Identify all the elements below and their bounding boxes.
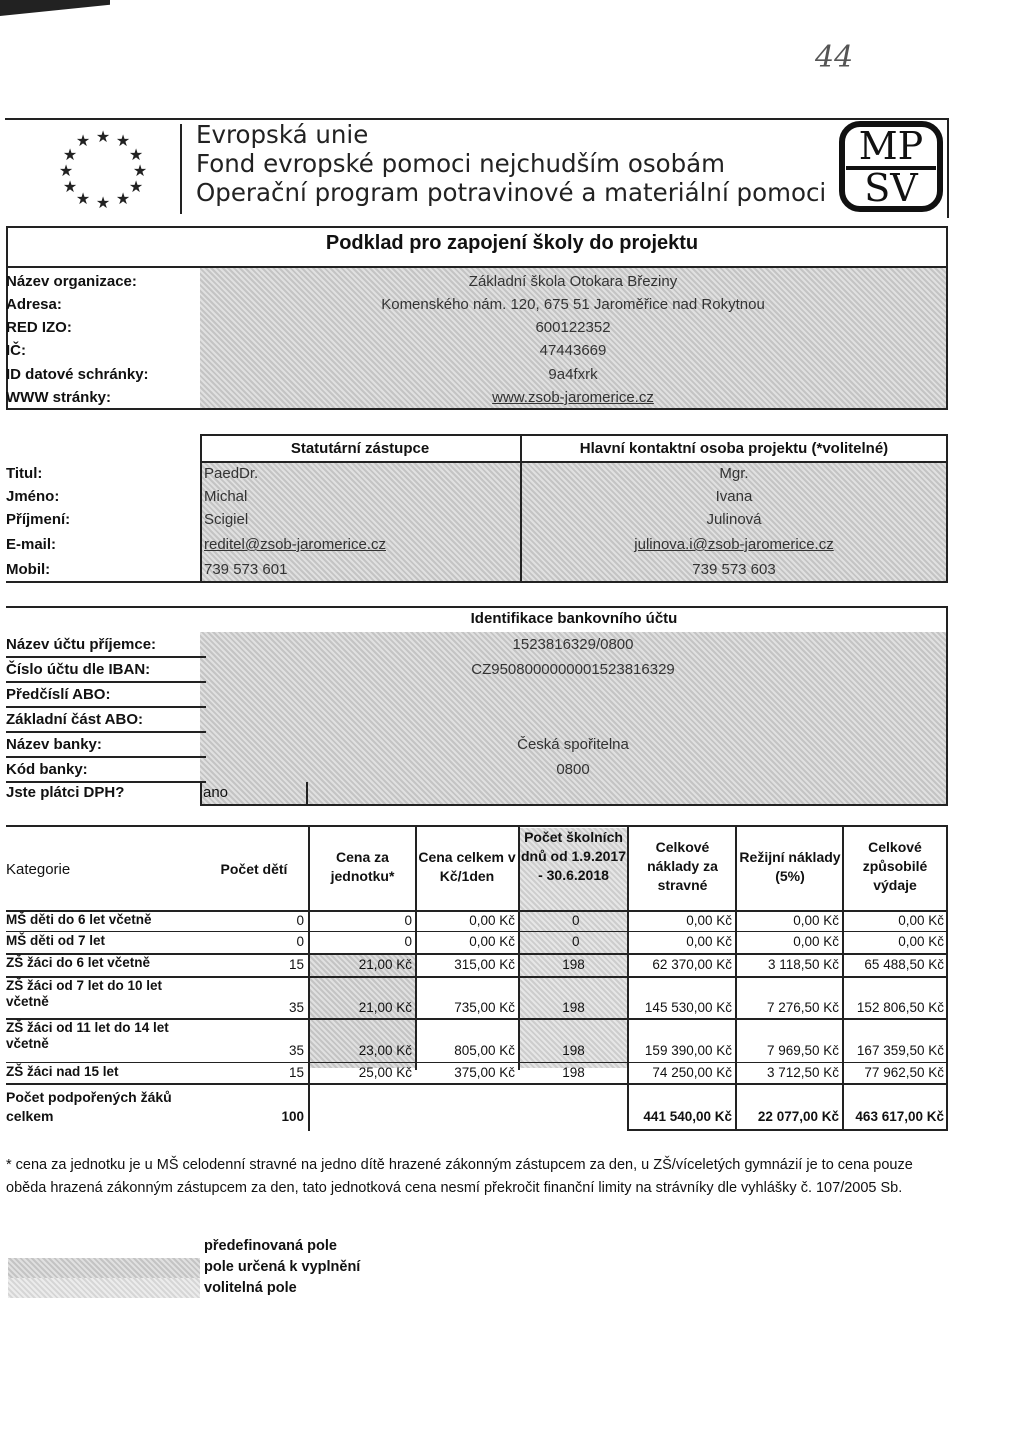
legend-label-predefined: předefinovaná pole	[204, 1238, 337, 1254]
unit-price-cell[interactable]: 23,00 Kč	[358, 1043, 412, 1058]
col-unit-price-header: Cena za jednotku*	[330, 849, 395, 884]
school-days-cell[interactable]: 0	[572, 934, 580, 949]
svg-text:★: ★	[115, 189, 131, 208]
svg-text:★: ★	[75, 131, 91, 150]
overhead-cell: 0,00 Kč	[793, 913, 839, 928]
divider	[6, 1062, 948, 1063]
title-label: Titul:	[6, 465, 43, 482]
divider	[306, 782, 308, 804]
unit-price-cell[interactable]: 21,00 Kč	[358, 957, 412, 972]
divider	[6, 581, 948, 583]
overhead-cell: 7 969,50 Kč	[766, 1043, 839, 1058]
total-overhead-cell: 22 077,00 Kč	[757, 1109, 839, 1124]
bank-fill-area	[200, 632, 946, 804]
contact-email-field[interactable]: julinova.i@zsob-jaromerice.cz	[634, 536, 834, 553]
ic-label: IČ:	[6, 342, 26, 359]
legend-label-required: pole určená k vyplnění	[204, 1259, 361, 1275]
total-children-cell: 100	[281, 1109, 304, 1124]
website-link[interactable]: www.zsob-jaromerice.cz	[492, 389, 654, 406]
account-name-field[interactable]: 1523816329/0800	[512, 636, 634, 653]
meal-costs-cell: 159 390,00 Kč	[644, 1043, 732, 1058]
bank-name-field[interactable]: Česká spořitelna	[517, 736, 629, 753]
divider	[6, 756, 206, 758]
org-address-field[interactable]: Komenského nám. 120, 675 51 Jaroměřice nad Rokytnou	[381, 296, 765, 313]
divider	[735, 825, 737, 1131]
overhead-cell: 3 118,50 Kč	[767, 957, 839, 972]
divider	[6, 931, 948, 932]
total-day-cell: 735,00 Kč	[454, 1000, 515, 1015]
children-cell[interactable]: 0	[296, 913, 304, 928]
total-day-cell: 805,00 Kč	[454, 1043, 515, 1058]
divider	[200, 434, 948, 436]
contact-first-name-field[interactable]: Ivana	[715, 488, 753, 505]
ic-field[interactable]: 47443669	[539, 342, 607, 359]
meal-costs-cell: 0,00 Kč	[686, 934, 732, 949]
divider	[6, 731, 206, 733]
data-box-field[interactable]: 9a4fxrk	[548, 366, 598, 383]
surname-label: Příjmení:	[6, 511, 71, 528]
statutory-surname-field[interactable]: Scigiel	[204, 511, 249, 528]
total-day-cell: 0,00 Kč	[469, 934, 515, 949]
divider	[200, 782, 202, 804]
svg-text:★: ★	[62, 177, 78, 196]
divider	[200, 804, 948, 806]
divider	[6, 606, 948, 608]
category-label: MŠ děti do 6 let včetně	[6, 912, 152, 927]
iban-field[interactable]: CZ9508000000001523816329	[471, 661, 675, 678]
school-days-cell[interactable]: 198	[562, 1065, 585, 1080]
vat-field[interactable]: ano	[203, 784, 229, 801]
total-day-cell: 0,00 Kč	[469, 913, 515, 928]
contact-mobile-field[interactable]: 739 573 603	[692, 561, 776, 578]
statutory-title-field[interactable]: PaedDr.	[204, 465, 259, 482]
divider	[6, 681, 206, 683]
svg-text:★: ★	[95, 193, 111, 212]
mpsv-logo-top: MP	[858, 124, 924, 168]
first-name-label: Jméno:	[6, 488, 60, 505]
divider	[6, 781, 206, 783]
meal-costs-cell: 0,00 Kč	[686, 913, 732, 928]
total-eligible-cell: 463 617,00 Kč	[855, 1109, 944, 1124]
school-days-cell[interactable]: 198	[562, 1000, 585, 1015]
col-category-header: Kategorie	[6, 861, 71, 878]
svg-text:★: ★	[58, 161, 74, 180]
svg-text:★: ★	[75, 189, 91, 208]
col-overhead-header: Režijní náklady (5%)	[739, 849, 841, 884]
eligible-cell: 65 488,50 Kč	[864, 957, 944, 972]
eligible-cell: 167 359,50 Kč	[856, 1043, 944, 1058]
overhead-cell: 7 276,50 Kč	[766, 1000, 839, 1015]
abo-prefix-label: Předčíslí ABO:	[6, 686, 111, 703]
children-cell[interactable]: 35	[288, 1000, 304, 1015]
scan-mark	[0, 0, 110, 16]
divider	[6, 408, 948, 410]
bank-heading: Identifikace bankovního účtu	[470, 610, 678, 627]
divider	[946, 825, 948, 1131]
data-box-label: ID datové schránky:	[6, 366, 149, 383]
children-cell[interactable]: 15	[288, 1065, 304, 1080]
org-name-label: Název organizace:	[6, 273, 137, 290]
school-days-cell[interactable]: 198	[562, 1043, 585, 1058]
contact-person-heading: Hlavní kontaktní osoba projektu (*volitelné)	[579, 440, 889, 457]
header-line-eu: Evropská unie	[196, 120, 369, 149]
contact-surname-field[interactable]: Julinová	[706, 511, 762, 528]
email-label: E-mail:	[6, 536, 57, 553]
divider	[6, 1083, 948, 1085]
category-label: MŠ děti od 7 let	[6, 933, 106, 948]
svg-text:★: ★	[128, 145, 144, 164]
col-total-day-header: Cena celkem v Kč/1den	[418, 849, 516, 884]
divider	[6, 825, 948, 827]
divider	[627, 825, 629, 1131]
page-number: 44	[815, 40, 854, 75]
divider	[946, 434, 948, 583]
bank-name-label: Název banky:	[6, 736, 102, 753]
divider	[627, 1129, 948, 1131]
legend-swatch-required	[8, 1258, 200, 1278]
mpsv-logo-bottom: SV	[864, 166, 918, 210]
svg-text:★: ★	[115, 131, 131, 150]
document-title: Podklad pro zapojení školy do projektu	[325, 232, 699, 254]
unit-price-cell[interactable]: 0	[404, 913, 412, 928]
mpsv-logo	[836, 118, 946, 213]
statutory-first-name-field[interactable]: Michal	[204, 488, 248, 505]
meal-costs-cell: 145 530,00 Kč	[644, 1000, 732, 1015]
red-izo-field[interactable]: 600122352	[535, 319, 611, 336]
col-meal-costs-header: Celkové náklady za stravné	[647, 839, 718, 893]
category-label: ZŠ žáci do 6 let včetně	[6, 955, 151, 970]
unit-price-cell[interactable]: 25,00 Kč	[358, 1065, 412, 1080]
meal-costs-cell: 74 250,00 Kč	[652, 1065, 732, 1080]
legend-label-optional: volitelná pole	[204, 1280, 297, 1296]
category-label: ZŠ žáci nad 15 let	[6, 1064, 119, 1079]
vat-label: Jste plátci DPH?	[6, 784, 125, 801]
org-address-label: Adresa:	[6, 296, 62, 313]
eu-stars-icon	[48, 124, 158, 214]
total-day-cell: 315,00 Kč	[454, 957, 515, 972]
children-cell[interactable]: 0	[296, 934, 304, 949]
svg-text:★: ★	[95, 127, 111, 146]
statutory-email-field[interactable]: reditel@zsob-jaromerice.cz	[204, 536, 386, 553]
svg-text:★: ★	[132, 161, 148, 180]
bank-code-label: Kód banky:	[6, 761, 88, 778]
total-meal-costs-cell: 441 540,00 Kč	[643, 1109, 732, 1124]
account-name-label: Název účtu příjemce:	[6, 636, 157, 653]
iban-label: Číslo účtu dle IBAN:	[6, 661, 151, 678]
eligible-cell: 0,00 Kč	[898, 913, 944, 928]
contact-title-field[interactable]: Mgr.	[719, 465, 749, 482]
school-days-cell[interactable]: 198	[562, 957, 585, 972]
header-line-fund: Fond evropské pomoci nejchudším osobám	[196, 149, 726, 178]
abo-base-label: Základní část ABO:	[6, 711, 143, 728]
school-days-cell[interactable]: 0	[572, 913, 580, 928]
col-children-header: Počet dětí	[220, 861, 288, 877]
divider	[946, 606, 948, 806]
svg-text:★: ★	[128, 177, 144, 196]
children-cell[interactable]: 35	[288, 1043, 304, 1058]
eligible-cell: 152 806,50 Kč	[856, 1000, 944, 1015]
total-day-cell: 375,00 Kč	[454, 1065, 515, 1080]
svg-text:★: ★	[62, 145, 78, 164]
category-label: ZŠ žáci od 7 let do 10 let včetně	[6, 978, 163, 1009]
overhead-cell: 0,00 Kč	[793, 934, 839, 949]
divider	[6, 656, 206, 658]
divider	[6, 226, 947, 228]
divider	[6, 706, 206, 708]
header-line-program: Operační program potravinové a materiální pomoci	[196, 178, 827, 207]
footnote: * cena za jednotku je u MŠ celodenní stravné na jedno dítě hrazené zákonným zástupcem za den, u ZŠ/víceletých gymnázií je to cena pouze oběda hrazená zákonným zástupcem za den, tato jednotková cena nesmí překročit finanční limity na strávníky dle vyhlášky č. 107/2005 Sb.	[6, 1157, 913, 1196]
bank-code-field[interactable]: 0800	[556, 761, 590, 778]
children-cell[interactable]: 15	[288, 957, 304, 972]
red-izo-label: RED IZO:	[6, 319, 72, 336]
eligible-cell: 0,00 Kč	[898, 934, 944, 949]
website-label: WWW stránky:	[6, 389, 111, 406]
total-category-label: Počet podpořených žáků celkem	[6, 1089, 172, 1124]
header-program-title	[196, 120, 826, 207]
eu-flag-logo	[30, 124, 182, 214]
category-label: ZŠ žáci od 11 let do 14 let včetně	[6, 1020, 169, 1051]
meal-costs-cell: 62 370,00 Kč	[652, 957, 732, 972]
col-school-days-header: Počet školních dnů od 1.9.2017 - 30.6.2018	[520, 829, 627, 883]
divider	[200, 434, 202, 583]
overhead-cell: 3 712,50 Kč	[766, 1065, 839, 1080]
eligible-cell: 77 962,50 Kč	[864, 1065, 944, 1080]
statutory-heading: Statutární zástupce	[290, 440, 430, 457]
mobile-label: Mobil:	[6, 561, 51, 578]
legend-swatch-optional	[8, 1278, 200, 1298]
org-name-field[interactable]: Základní škola Otokara Březiny	[468, 273, 678, 290]
statutory-mobile-field[interactable]: 739 573 601	[204, 561, 288, 578]
unit-price-cell[interactable]: 0	[404, 934, 412, 949]
col-eligible-header: Celkové způsobilé výdaje	[862, 839, 928, 893]
unit-price-cell[interactable]: 21,00 Kč	[358, 1000, 412, 1015]
